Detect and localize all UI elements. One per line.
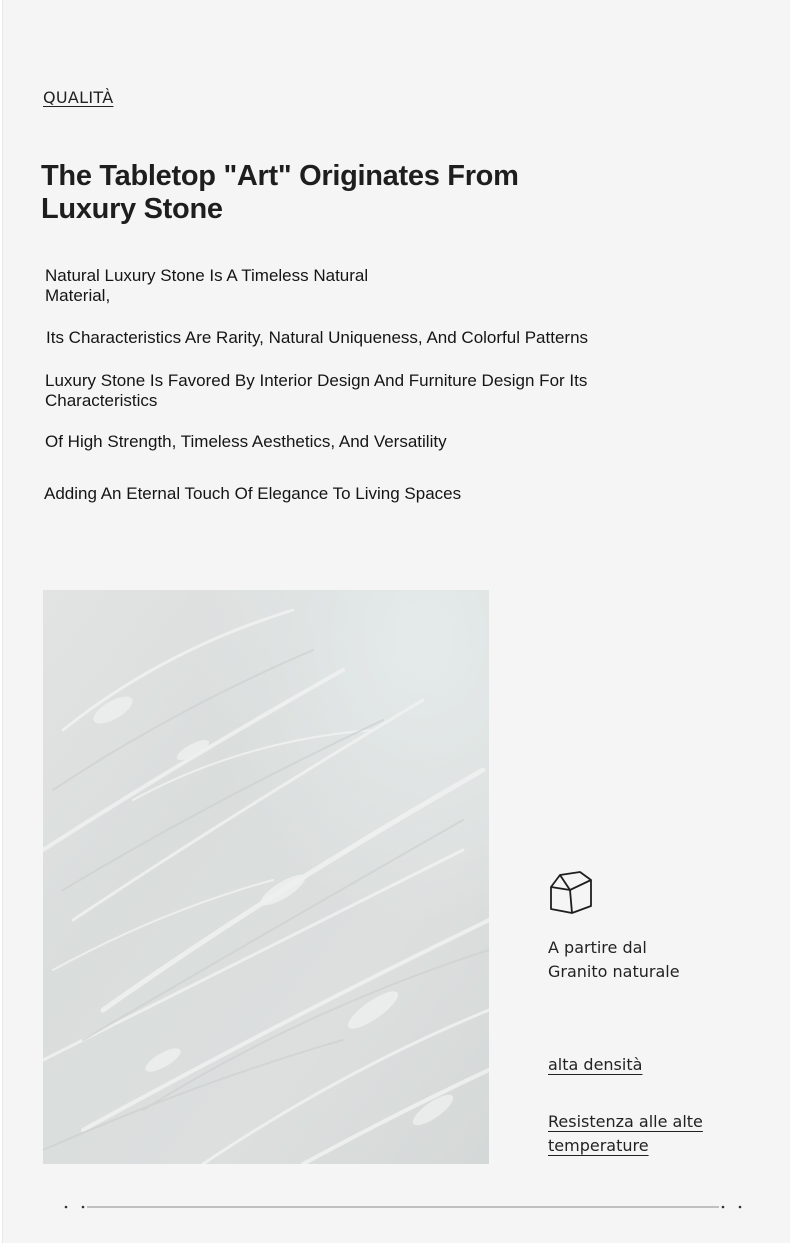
page [2, 0, 790, 1243]
stone-origin-line-1: A partire dal [548, 938, 647, 957]
paragraph-5: Adding An Eternal Touch Of Elegance To Living Spaces [44, 484, 462, 503]
paragraph-1-line-2: Material, [45, 286, 111, 305]
paragraph-4: Of High Strength, Timeless Aesthetics, And Versatility [45, 432, 447, 451]
stone-origin-text [548, 936, 748, 984]
density-link[interactable]: alta densità [548, 1055, 643, 1074]
paragraph-1-line-1: Natural Luxury Stone Is A Timeless Natural [45, 266, 369, 285]
headline [41, 160, 561, 226]
heat-resistance-link[interactable] [548, 1110, 748, 1158]
paragraph-3-line-1: Luxury Stone Is Favored By Interior Design And Furniture Design For Its [45, 371, 588, 390]
paragraph-1 [45, 266, 368, 306]
paragraph-3 [45, 371, 587, 411]
headline-line-1: The Tabletop "Art" Originates From [41, 160, 519, 192]
stone-origin-line-2: Granito naturale [548, 962, 680, 981]
heat-resistance-line-1: Resistenza alle alte [548, 1112, 703, 1131]
section-label: QUALITÀ [43, 88, 114, 107]
paragraph-2: Its Characteristics Are Rarity, Natural Uniqueness, And Colorful Patterns [46, 328, 589, 347]
headline-line-2: Luxury Stone [41, 193, 223, 225]
footer-divider [63, 1200, 743, 1212]
paragraph-3-line-2: Characteristics [45, 391, 158, 410]
heat-resistance-line-2: temperature [548, 1136, 649, 1155]
house-outline-icon [548, 870, 594, 916]
marble-stone-image [43, 590, 489, 1164]
